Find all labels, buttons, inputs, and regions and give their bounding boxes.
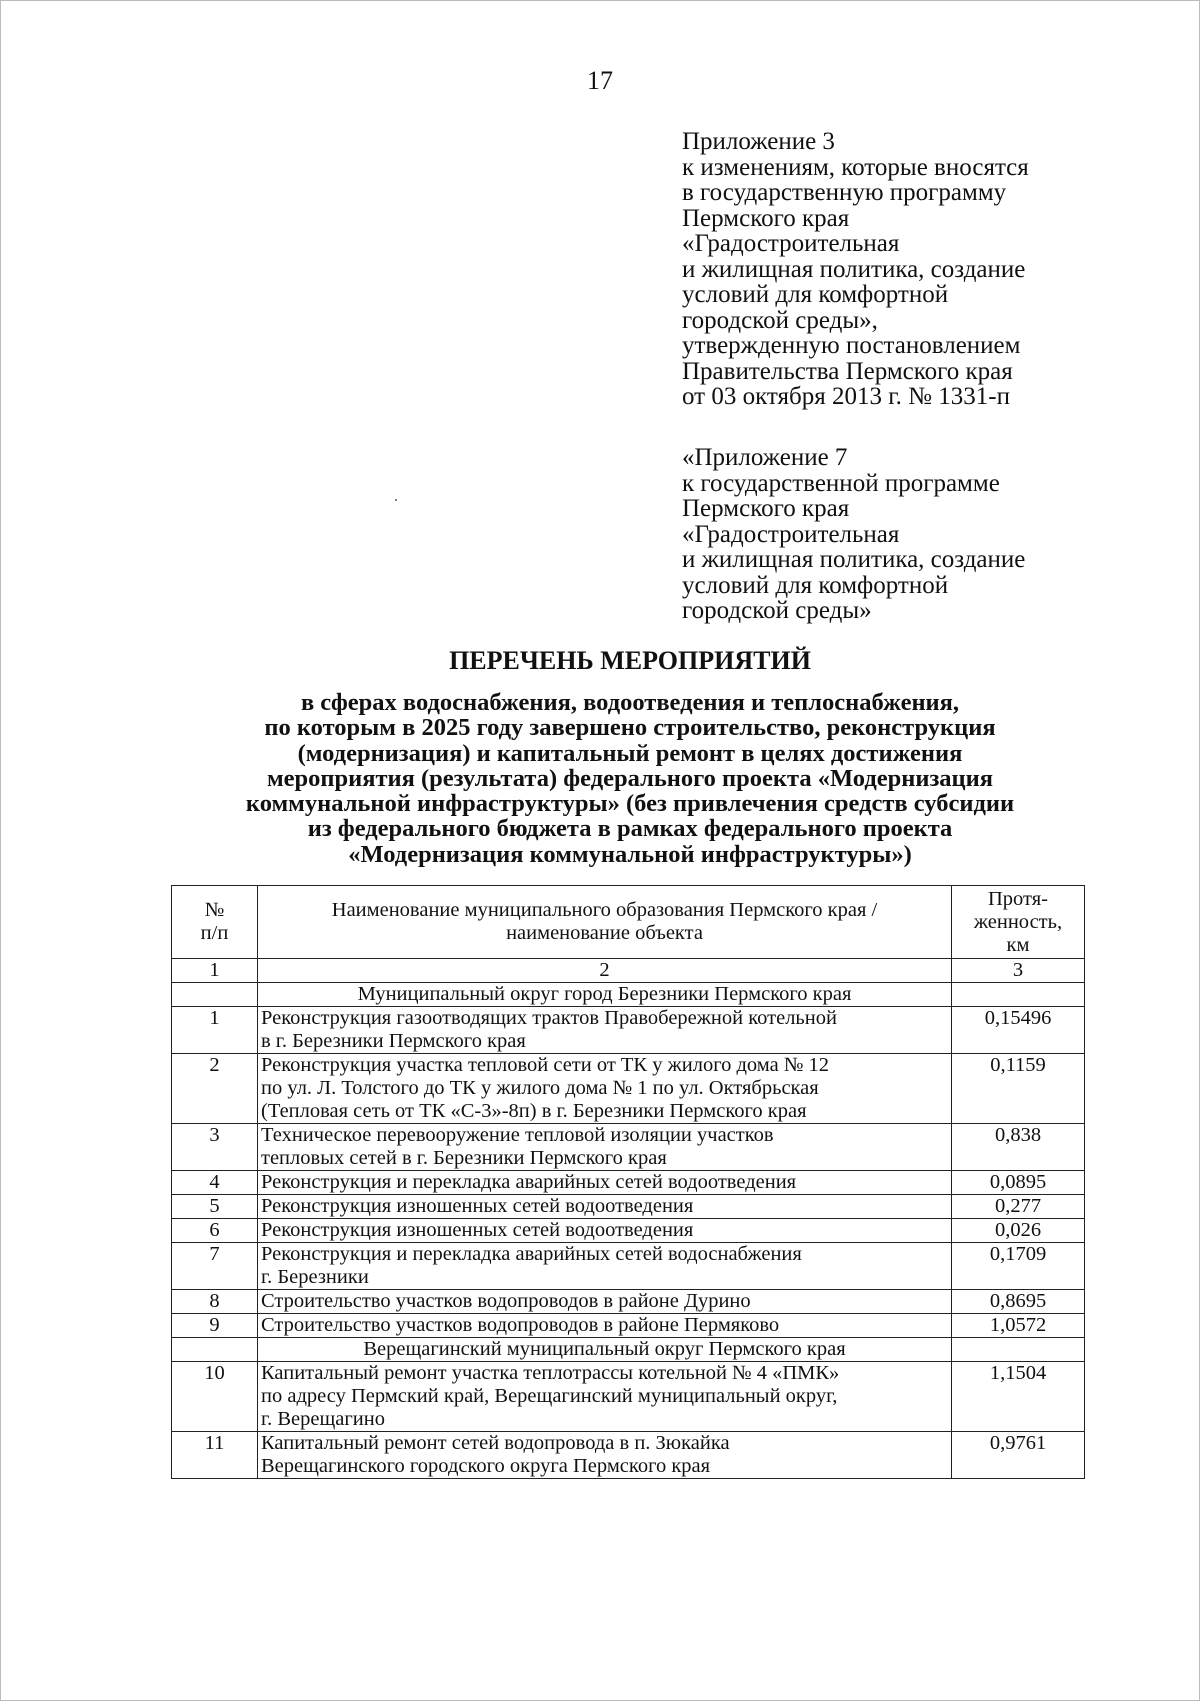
- section-title: Муниципальный округ город Березники Пермского края: [258, 983, 952, 1007]
- annex-inner-line: «Градостроительная: [682, 520, 900, 548]
- annex-inner-line: к государственной программе: [682, 469, 1000, 497]
- object-name-line: по адресу Пермский край, Верещагинский муниципальный округ,: [261, 1385, 838, 1407]
- subtitle-line: «Модернизация коммунальной инфраструктуры»): [348, 840, 912, 868]
- annex-inner-line: «Приложение 7: [682, 444, 848, 471]
- object-name-line: по ул. Л. Толстого до ТК у жилого дома № 1 по ул. Октябрьская: [261, 1077, 819, 1099]
- annex-header-line: и жилищная политика, создание: [682, 255, 1026, 283]
- object-name: [258, 1219, 952, 1243]
- subtitle-line: коммунальной инфраструктуры» (без привлечения средств субсидии: [245, 790, 1015, 818]
- section-row: [172, 1338, 1085, 1362]
- document-title: ПЕРЕЧЕНЬ МЕРОПРИЯТИЙ: [449, 646, 811, 675]
- table-header-row: [172, 886, 1085, 959]
- object-name-line: г. Верещагино: [261, 1408, 385, 1430]
- measures-table: [171, 885, 1085, 1479]
- object-name: [258, 1290, 952, 1314]
- object-name-line: Строительство участков водопроводов в районе Пермяково: [261, 1314, 780, 1336]
- table-row: [172, 1195, 1085, 1219]
- annex-header-line: утвержденную постановлением: [682, 332, 1021, 359]
- header-num: [172, 886, 258, 959]
- subtitle-line: из федерального бюджета в рамках федерального проекта: [307, 815, 953, 843]
- annex-inner-line: условий для комфортной: [682, 571, 949, 599]
- table-row: [172, 1290, 1085, 1314]
- object-name: [258, 1243, 952, 1290]
- subtitle-line: мероприятия (результата) федерального проекта «Модернизация: [266, 764, 994, 792]
- header-name-line: наименование объекта: [506, 922, 703, 944]
- section-title: Верещагинский муниципальный округ Пермского края: [258, 1338, 952, 1362]
- table-row: [172, 1243, 1085, 1290]
- annex-header-line: от 03 октября 2013 г. № 1331-п: [682, 383, 1010, 410]
- title-block: [150, 646, 1110, 867]
- header-length-line: Протя-: [988, 887, 1048, 910]
- header-length-line: женность,: [973, 910, 1063, 933]
- section-row: [172, 983, 1085, 1007]
- object-name-line: Капитальный ремонт участка теплотрассы котельной № 4 «ПМК»: [261, 1362, 840, 1384]
- object-name-line: г. Березники: [261, 1266, 369, 1288]
- header-num-line: №: [204, 899, 225, 921]
- row-number: 4: [172, 1171, 258, 1195]
- object-name-line: Реконструкция изношенных сетей водоотведения: [261, 1219, 694, 1241]
- object-name: [258, 1314, 952, 1338]
- scan-speck: [395, 499, 397, 501]
- section-empty-cell: [172, 983, 258, 1007]
- header-name: [258, 886, 952, 959]
- table-row: [172, 1219, 1085, 1243]
- column-number: 2: [258, 959, 952, 983]
- section-empty-cell: [172, 1338, 258, 1362]
- length-km: 0,026: [952, 1219, 1085, 1243]
- subtitle-line: в сферах водоснабжения, водоотведения и теплоснабжения,: [300, 689, 960, 716]
- table-row: [172, 1362, 1085, 1432]
- length-km: 0,1159: [952, 1054, 1085, 1124]
- annex-inner: [682, 445, 1182, 624]
- row-number: 9: [172, 1314, 258, 1338]
- object-name-line: Реконструкция и перекладка аварийных сетей водоснабжения: [261, 1243, 802, 1265]
- annex-inner-line: городской среды»: [682, 597, 872, 624]
- section-empty-cell: [952, 983, 1085, 1007]
- row-number: 6: [172, 1219, 258, 1243]
- object-name: [258, 1124, 952, 1171]
- header-length: [952, 886, 1085, 959]
- object-name-line: Верещагинского городского округа Пермского края: [261, 1455, 711, 1477]
- object-name-line: Строительство участков водопроводов в районе Дурино: [261, 1290, 751, 1312]
- annex-header-line: Правительства Пермского края: [682, 357, 1013, 385]
- document-subtitle: [150, 690, 1110, 867]
- object-name-line: Реконструкция участка тепловой сети от ТК у жилого дома № 12: [261, 1054, 830, 1076]
- table-row: [172, 1054, 1085, 1124]
- row-number: 10: [172, 1362, 258, 1432]
- subtitle-line: по которым в 2025 году завершено строительство, реконструкция: [264, 714, 996, 742]
- length-km: 0,9761: [952, 1432, 1085, 1479]
- object-name-line: Реконструкция газоотводящих трактов Правобережной котельной: [261, 1007, 837, 1029]
- row-number: 7: [172, 1243, 258, 1290]
- table-body: [172, 983, 1085, 1479]
- annex-header-line: к изменениям, которые вносятся: [682, 153, 1029, 181]
- object-name: [258, 1054, 952, 1124]
- column-number-row: [172, 959, 1085, 983]
- row-number: 11: [172, 1432, 258, 1479]
- object-name-line: тепловых сетей в г. Березники Пермского края: [261, 1147, 667, 1169]
- object-name: [258, 1432, 952, 1479]
- row-number: 3: [172, 1124, 258, 1171]
- annex-inner-line: Пермского края: [682, 495, 850, 522]
- row-number: 5: [172, 1195, 258, 1219]
- table-row: [172, 1171, 1085, 1195]
- length-km: 0,838: [952, 1124, 1085, 1171]
- object-name-line: Техническое перевооружение тепловой изоляции участков: [261, 1124, 774, 1146]
- length-km: 0,0895: [952, 1171, 1085, 1195]
- subtitle-line: (модернизация) и капитальный ремонт в целях достижения: [297, 739, 963, 767]
- row-number: 8: [172, 1290, 258, 1314]
- object-name-line: Капитальный ремонт сетей водопровода в п. Зюкайка: [261, 1432, 730, 1454]
- object-name: [258, 1362, 952, 1432]
- column-number: 1: [172, 959, 258, 983]
- annex-header-line: в государственную программу: [682, 179, 1007, 206]
- column-number: 3: [952, 959, 1085, 983]
- length-km: 0,15496: [952, 1007, 1085, 1054]
- length-km: 1,1504: [952, 1362, 1085, 1432]
- header-num-line: п/п: [200, 922, 229, 944]
- annex-header-line: городской среды»,: [682, 306, 878, 334]
- header-length-line: км: [1006, 933, 1030, 956]
- annex-header: [682, 129, 1182, 410]
- row-number: 2: [172, 1054, 258, 1124]
- length-km: 1,0572: [952, 1314, 1085, 1338]
- header-name-line: Наименование муниципального образования Пермского края /: [331, 899, 878, 921]
- annex-header-line: «Градостроительная: [682, 230, 900, 257]
- table-row: [172, 1314, 1085, 1338]
- object-name-line: Реконструкция изношенных сетей водоотведения: [261, 1195, 694, 1217]
- section-empty-cell: [952, 1338, 1085, 1362]
- annex-header-line: Пермского края: [682, 204, 850, 232]
- object-name: [258, 1007, 952, 1054]
- table-row: [172, 1124, 1085, 1171]
- length-km: 0,277: [952, 1195, 1085, 1219]
- object-name-line: Реконструкция и перекладка аварийных сетей водоотведения: [261, 1171, 797, 1193]
- annex-header-line: условий для комфортной: [682, 281, 949, 308]
- object-name-line: в г. Березники Пермского края: [261, 1030, 526, 1052]
- object-name: [258, 1195, 952, 1219]
- table-row: [172, 1007, 1085, 1054]
- object-name-line: (Тепловая сеть от ТК «С-3»-8п) в г. Березники Пермского края: [261, 1100, 807, 1122]
- length-km: 0,1709: [952, 1243, 1085, 1290]
- object-name: [258, 1171, 952, 1195]
- annex-header-line: Приложение 3: [682, 128, 835, 155]
- length-km: 0,8695: [952, 1290, 1085, 1314]
- row-number: 1: [172, 1007, 258, 1054]
- page-number: 17: [587, 66, 613, 95]
- annex-inner-line: и жилищная политика, создание: [682, 546, 1026, 573]
- table-row: [172, 1432, 1085, 1479]
